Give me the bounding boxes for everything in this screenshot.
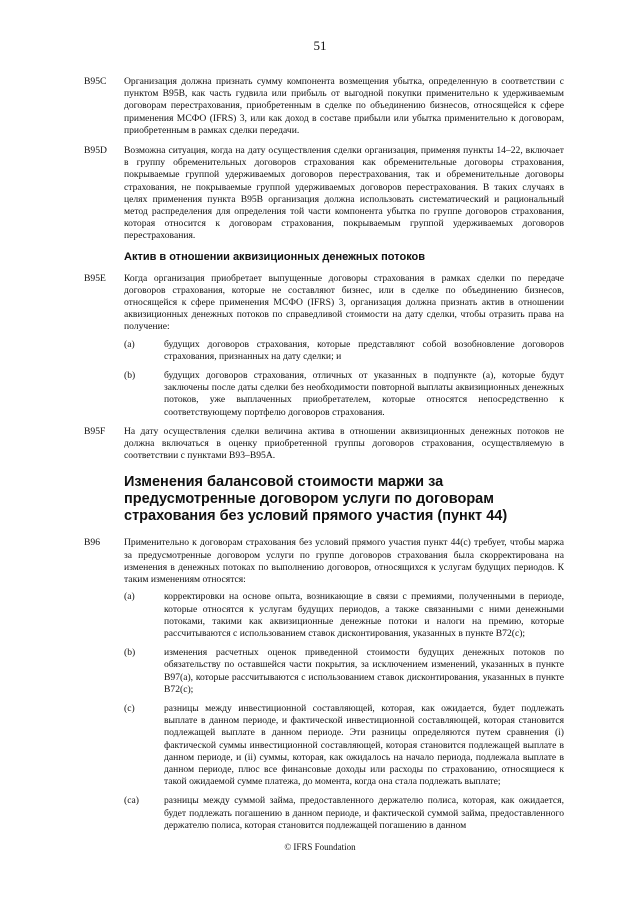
list-item-letter: (a) [124, 591, 135, 603]
paragraph-number: B95F [84, 425, 106, 437]
list-item [124, 795, 564, 832]
paragraph-b95f [84, 426, 564, 463]
paragraph-text: Возможна ситуация, когда на дату осуществления сделки организация, применяя пункты 14–22, включает в группу обременительных договоров страхования как обременительные договоры страхования, покрываемые группой удерживаемых договоров перестрахования, так и обременительные договоры страхования, не покрываемые группой удерживаемых договоров перестрахования. В таких случаях в целях применения пункта B95B организация должна использовать систематический и рациональный метод распределения для определения той части компонента убытка по группе договоров страхования, которая относится к договорам страхования, покрываемым группой удерживаемых договоров перестрахования. [124, 145, 564, 242]
section-heading-csm-changes: Изменения балансовой стоимости маржи за предусмотренные договором услуги по договорам страхования без условий прямого участия (пункт 44) [124, 474, 508, 525]
page-footer: © IFRS Foundation [284, 842, 356, 852]
list-item [124, 591, 564, 640]
list-item-letter: (a) [124, 338, 135, 350]
section-heading-asset: Актив в отношении аквизиционных денежных потоков [124, 250, 426, 263]
list-item-text: будущих договоров страхования, которые представляют собой возобновление договоров страхования, признанных на дату сделки; и [164, 338, 564, 362]
page-number: 51 [313, 38, 327, 53]
paragraph-number: B96 [84, 537, 100, 549]
list-item-letter: (c) [124, 702, 135, 714]
list-item-text: разницы между инвестиционной составляющей, которая, как ожидается, будет подлежать выплате в данном периоде, и фактической инвестиционной составляющей, которая становится подлежащей выплате в данном периоде. Эти разницы определяются путем сравнения (i) фактической суммы инвестиционной составляющей, которая становится подлежащей выплате в данном периоде, и (ii) суммы, которая, как ожидалось на начало периода, подлежала выплате в данном периоде, плюс все финансовые доходы или расходы по страхованию, относящиеся к такой ожидаемой сумме платежа, до момента, когда она стала подлежать выплате; [164, 702, 564, 788]
paragraph-text: Когда организация приобретает выпущенные договоры страхования в рамках сделки по передаче договоров страхования, которые не составляют бизнес, или в сделке по объединению бизнесов, относящейся к сфере применения МСФО (IFRS) 3, организация должна признать актив в отношении аквизиционных денежных потоков по справедливой стоимости на дату сделки, чтобы отразить права на получение: [124, 272, 564, 333]
list-item [124, 703, 564, 788]
list-item-text: разницы между суммой займа, предоставленного держателю полиса, которая, как ожидается, будет подлежать погашению в данном периоде, и фактической суммой займа, предоставленного держателю полиса, которая становится подлежащей погашению в данном [164, 795, 564, 831]
paragraph-b95c [84, 76, 564, 137]
paragraph-b95d [84, 145, 564, 243]
list-item [124, 647, 564, 696]
list-item-letter: (ca) [124, 795, 139, 807]
list-item-letter: (b) [124, 647, 136, 659]
list-item [124, 339, 564, 363]
paragraph-b95e [84, 273, 564, 334]
list-item-text: изменения расчетных оценок приведенной стоимости будущих денежных потоков по обязательству по оставшейся части покрытия, за исключением изменений, указанных в пункте B97(a), которые рассчитываются с использованием ставок дисконтирования, указанных в пункте B72(c); [164, 647, 564, 695]
paragraph-text: На дату осуществления сделки величина актива в отношении аквизиционных денежных потоков не должна включаться в оценку приобретенной группы договоров страхования, осуществляемую в соответствии с пунктами B93–B95A. [124, 425, 564, 462]
list-item-letter: (b) [124, 370, 136, 382]
paragraph-b96 [84, 537, 564, 586]
paragraph-number: B95E [84, 272, 106, 284]
list-item [124, 370, 564, 419]
paragraph-number: B95D [84, 145, 107, 157]
paragraph-text: Организация должна признать сумму компонента возмещения убытка, определенную в соответствии с пунктом B95B, как часть гудвила или прибыль от выгодной покупки применительно к удерживаемым договорам перестрахования, приобретенным в сделке по объединению бизнесов, относящейся к сфере применения МСФО (IFRS) 3, или как доход в составе прибыли или убытка применительно к договорам, приобретенным в рамках сделки передачи. [124, 76, 564, 136]
list-item-text: будущих договоров страхования, отличных от указанных в подпункте (а), которые будут заключены после даты сделки без необходимости повторной выплаты аквизиционных денежных потоков, уже выплаченных приобретателем, которые относятся непосредственно к соответствующему портфелю договоров страхования. [164, 370, 564, 418]
paragraph-text: Применительно к договорам страхования без условий прямого участия пункт 44(c) требует, чтобы маржа за предусмотренные договором услуги по группе договоров страхования была скорректирована на изменения в денежных потоках по выполнению договоров, относящихся к услугам будущих периодов. К таким изменениям относятся: [124, 537, 564, 586]
paragraph-number: B95C [84, 76, 107, 87]
page-content [84, 76, 564, 839]
list-item-text: корректировки на основе опыта, возникающие в связи с премиями, полученными в периоде, которые относятся к услугам будущих периодов, а также связанными с ними денежными потоками, такими как аквизиционные денежные потоки и налоги на премию, которые рассчитываются с использованием ставок дисконтирования, указанных в пункте B72(c); [164, 591, 564, 639]
